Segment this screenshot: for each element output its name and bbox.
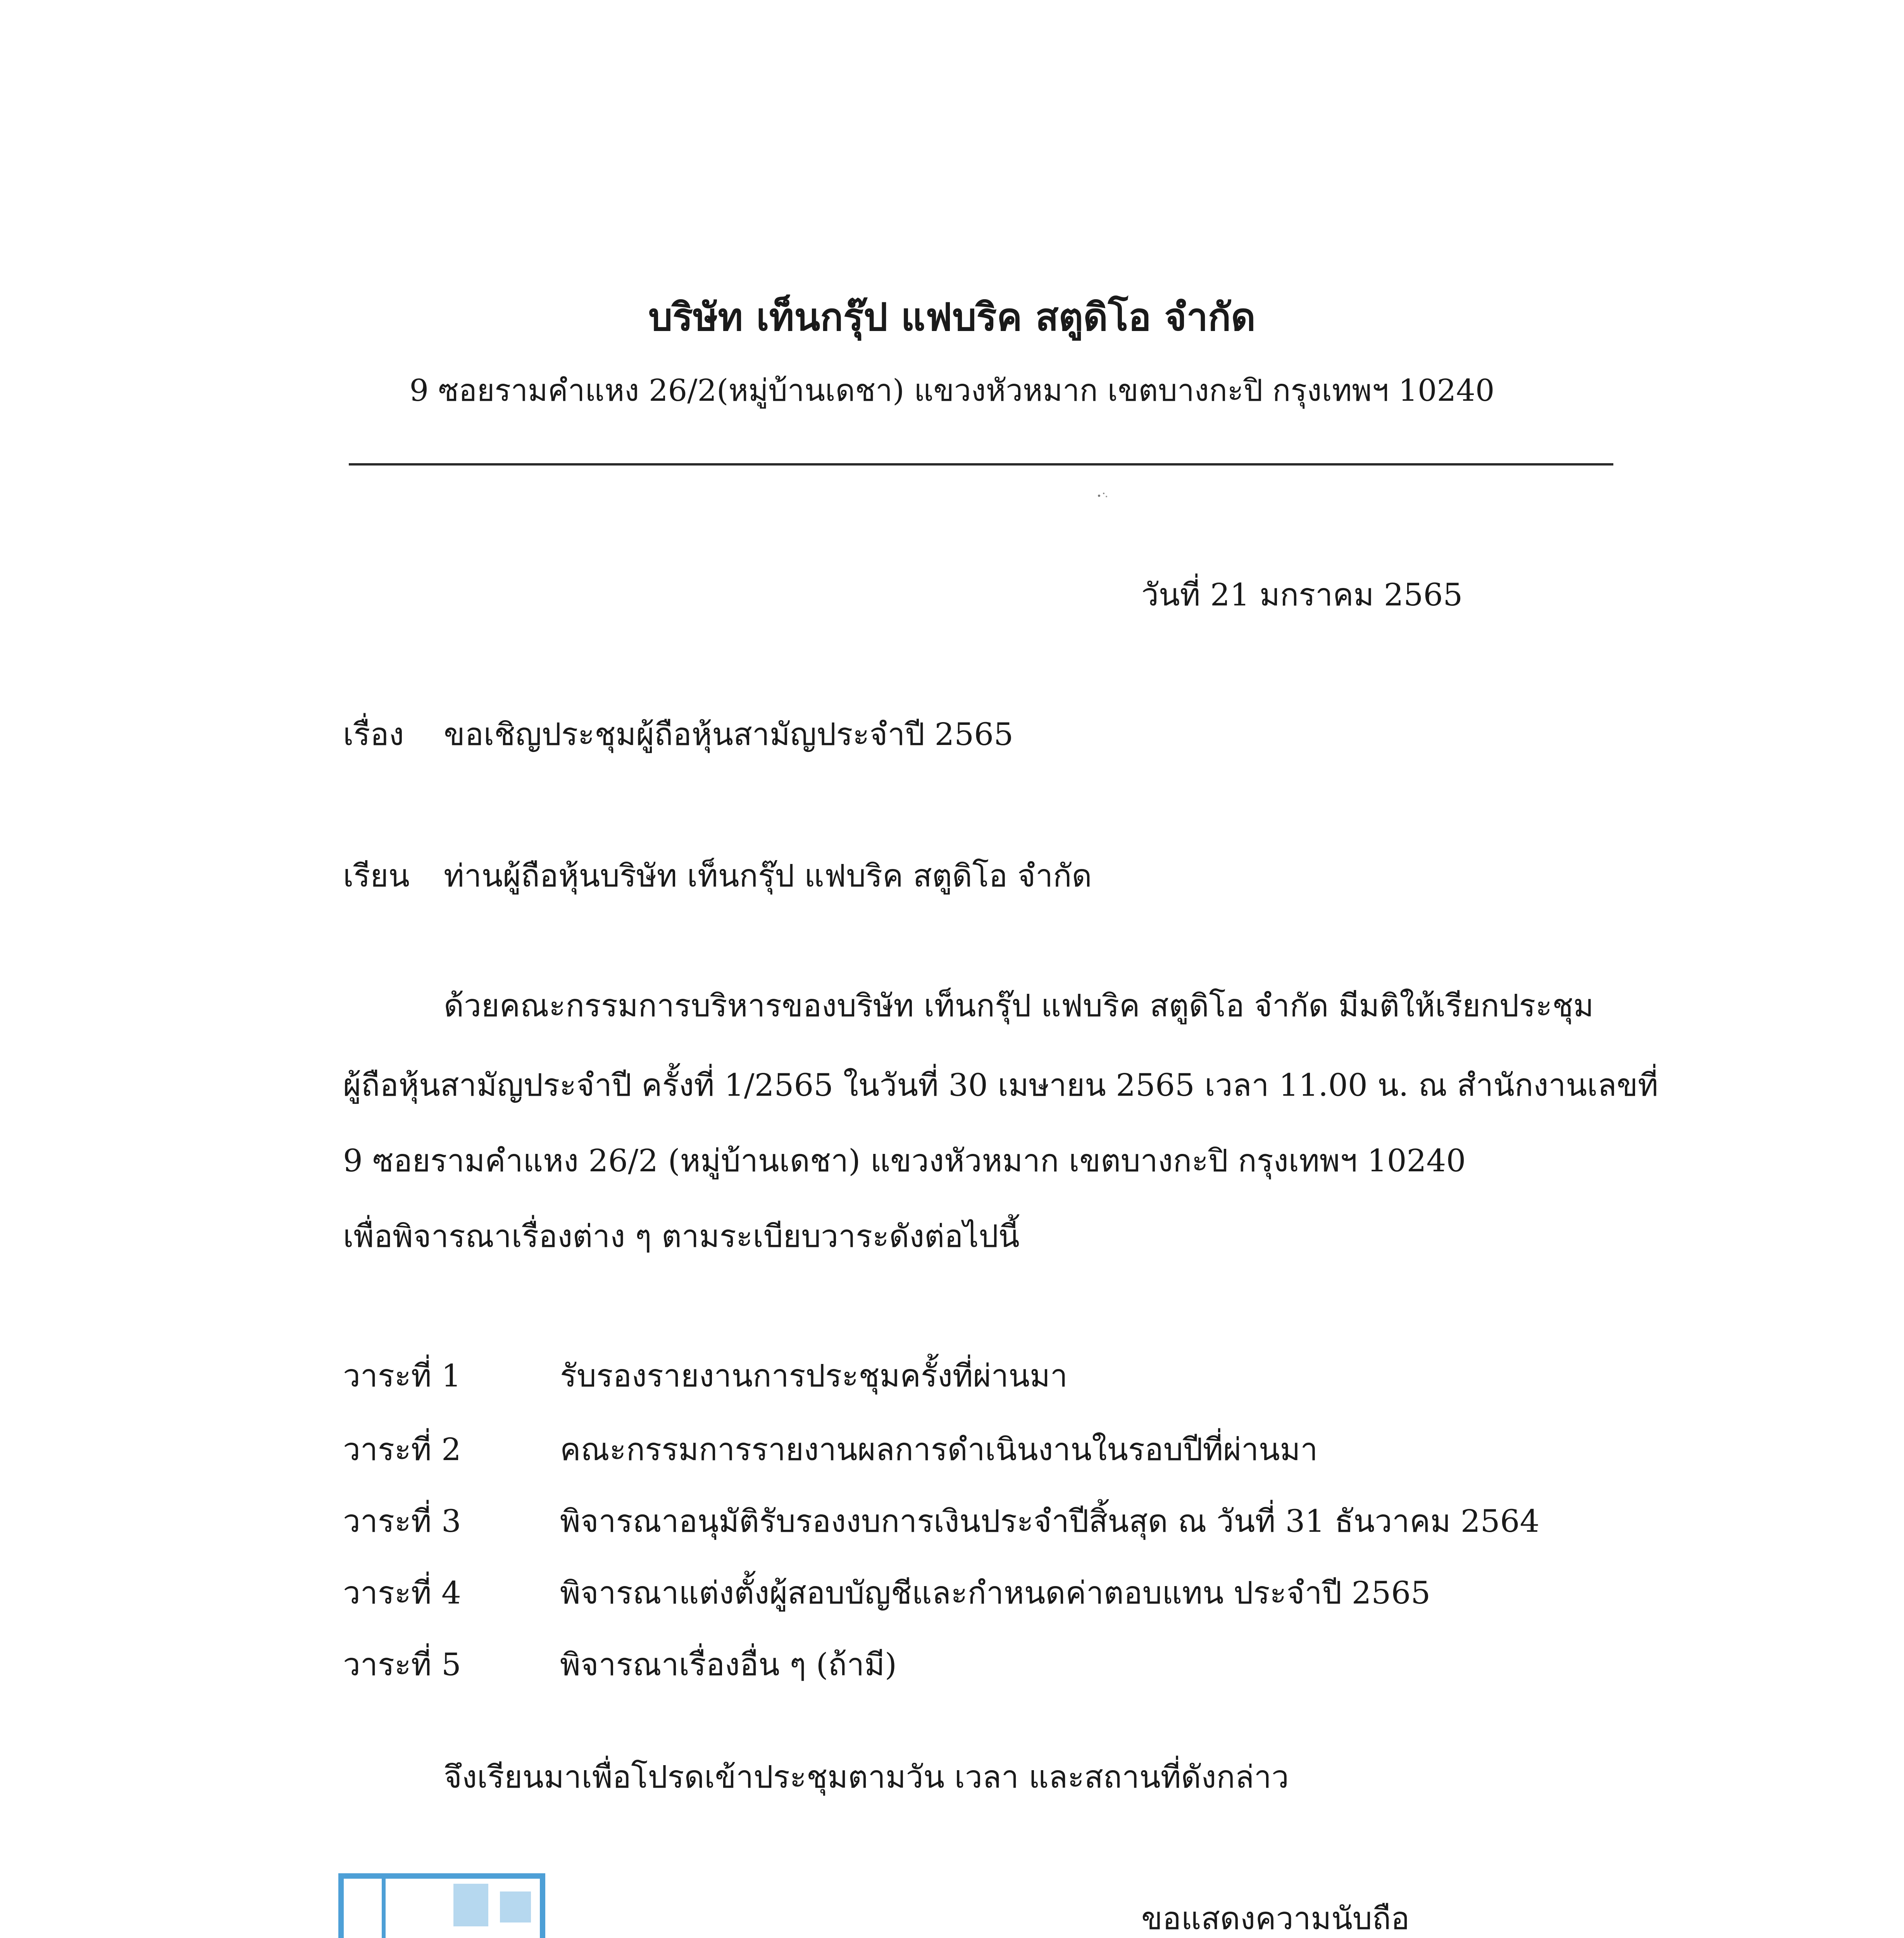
agenda-number: วาระที่ 3 bbox=[343, 1503, 461, 1539]
agenda-item: พิจารณาอนุมัติรับรองงบการเงินประจำปีสิ้นสุด ณ วันที่ 31 ธันวาคม 2564 bbox=[560, 1503, 1540, 1539]
agenda-item: พิจารณาเรื่องอื่น ๆ (ถ้ามี) bbox=[560, 1647, 897, 1683]
scan-speck bbox=[1097, 490, 1108, 499]
body-line-1: ด้วยคณะกรรมการบริหารของบริษัท เท็นกรุ๊ป แฟบริค สตูดิโอ จำกัด มีมติให้เรียกประชุม bbox=[444, 988, 1594, 1024]
body-line-3: 9 ซอยรามคำแหง 26/2 (หมู่บ้านเดชา) แขวงหัวหมาก เขตบางกะปิ กรุงเทพฯ 10240 bbox=[343, 1143, 1466, 1179]
agenda-number: วาระที่ 2 bbox=[343, 1431, 461, 1467]
agenda-item: พิจารณาแต่งตั้งผู้สอบบัญชีและกำหนดค่าตอบแทน ประจำปี 2565 bbox=[560, 1575, 1431, 1611]
agenda-number: วาระที่ 1 bbox=[343, 1358, 461, 1394]
agenda-number: วาระที่ 5 bbox=[343, 1647, 461, 1683]
subject-label: เรื่อง bbox=[343, 716, 404, 752]
agenda-item: รับรองรายงานการประชุมครั้งที่ผ่านมา bbox=[560, 1358, 1068, 1394]
header-divider bbox=[349, 463, 1613, 466]
company-name: บริษัท เท็นกรุ๊ป แฟบริค สตูดิโอ จำกัด bbox=[648, 295, 1256, 340]
company-stamp bbox=[337, 1868, 988, 1938]
sign-off-respect: ขอแสดงความนับถือ bbox=[1141, 1900, 1410, 1936]
company-address: 9 ซอยรามคำแหง 26/2(หมู่บ้านเดชา) แขวงหัวหมาก เขตบางกะปิ กรุงเทพฯ 10240 bbox=[409, 373, 1495, 408]
subject-text: ขอเชิญประชุมผู้ถือหุ้นสามัญประจำปี 2565 bbox=[444, 716, 1014, 752]
body-line-2: ผู้ถือหุ้นสามัญประจำปี ครั้งที่ 1/2565 ในวันที่ 30 เมษายน 2565 เวลา 11.00 น. ณ สำนักงานเลขที่ bbox=[343, 1067, 1658, 1103]
closing-sentence: จึงเรียนมาเพื่อโปรดเข้าประชุมตามวัน เวลา และสถานที่ดังกล่าว bbox=[444, 1759, 1289, 1795]
recipient-text: ท่านผู้ถือหุ้นบริษัท เท็นกรุ๊ป แฟบริค สตูดิโอ จำกัด bbox=[444, 858, 1092, 894]
recipient-label: เรียน bbox=[343, 858, 410, 894]
letter-date: วันที่ 21 มกราคม 2565 bbox=[1141, 577, 1463, 613]
body-line-4: เพื่อพิจารณาเรื่องต่าง ๆ ตามระเบียบวาระดังต่อไปนี้ bbox=[343, 1218, 1020, 1254]
agenda-number: วาระที่ 4 bbox=[343, 1575, 461, 1611]
agenda-item: คณะกรรมการรายงานผลการดำเนินงานในรอบปีที่ผ่านมา bbox=[560, 1431, 1318, 1467]
